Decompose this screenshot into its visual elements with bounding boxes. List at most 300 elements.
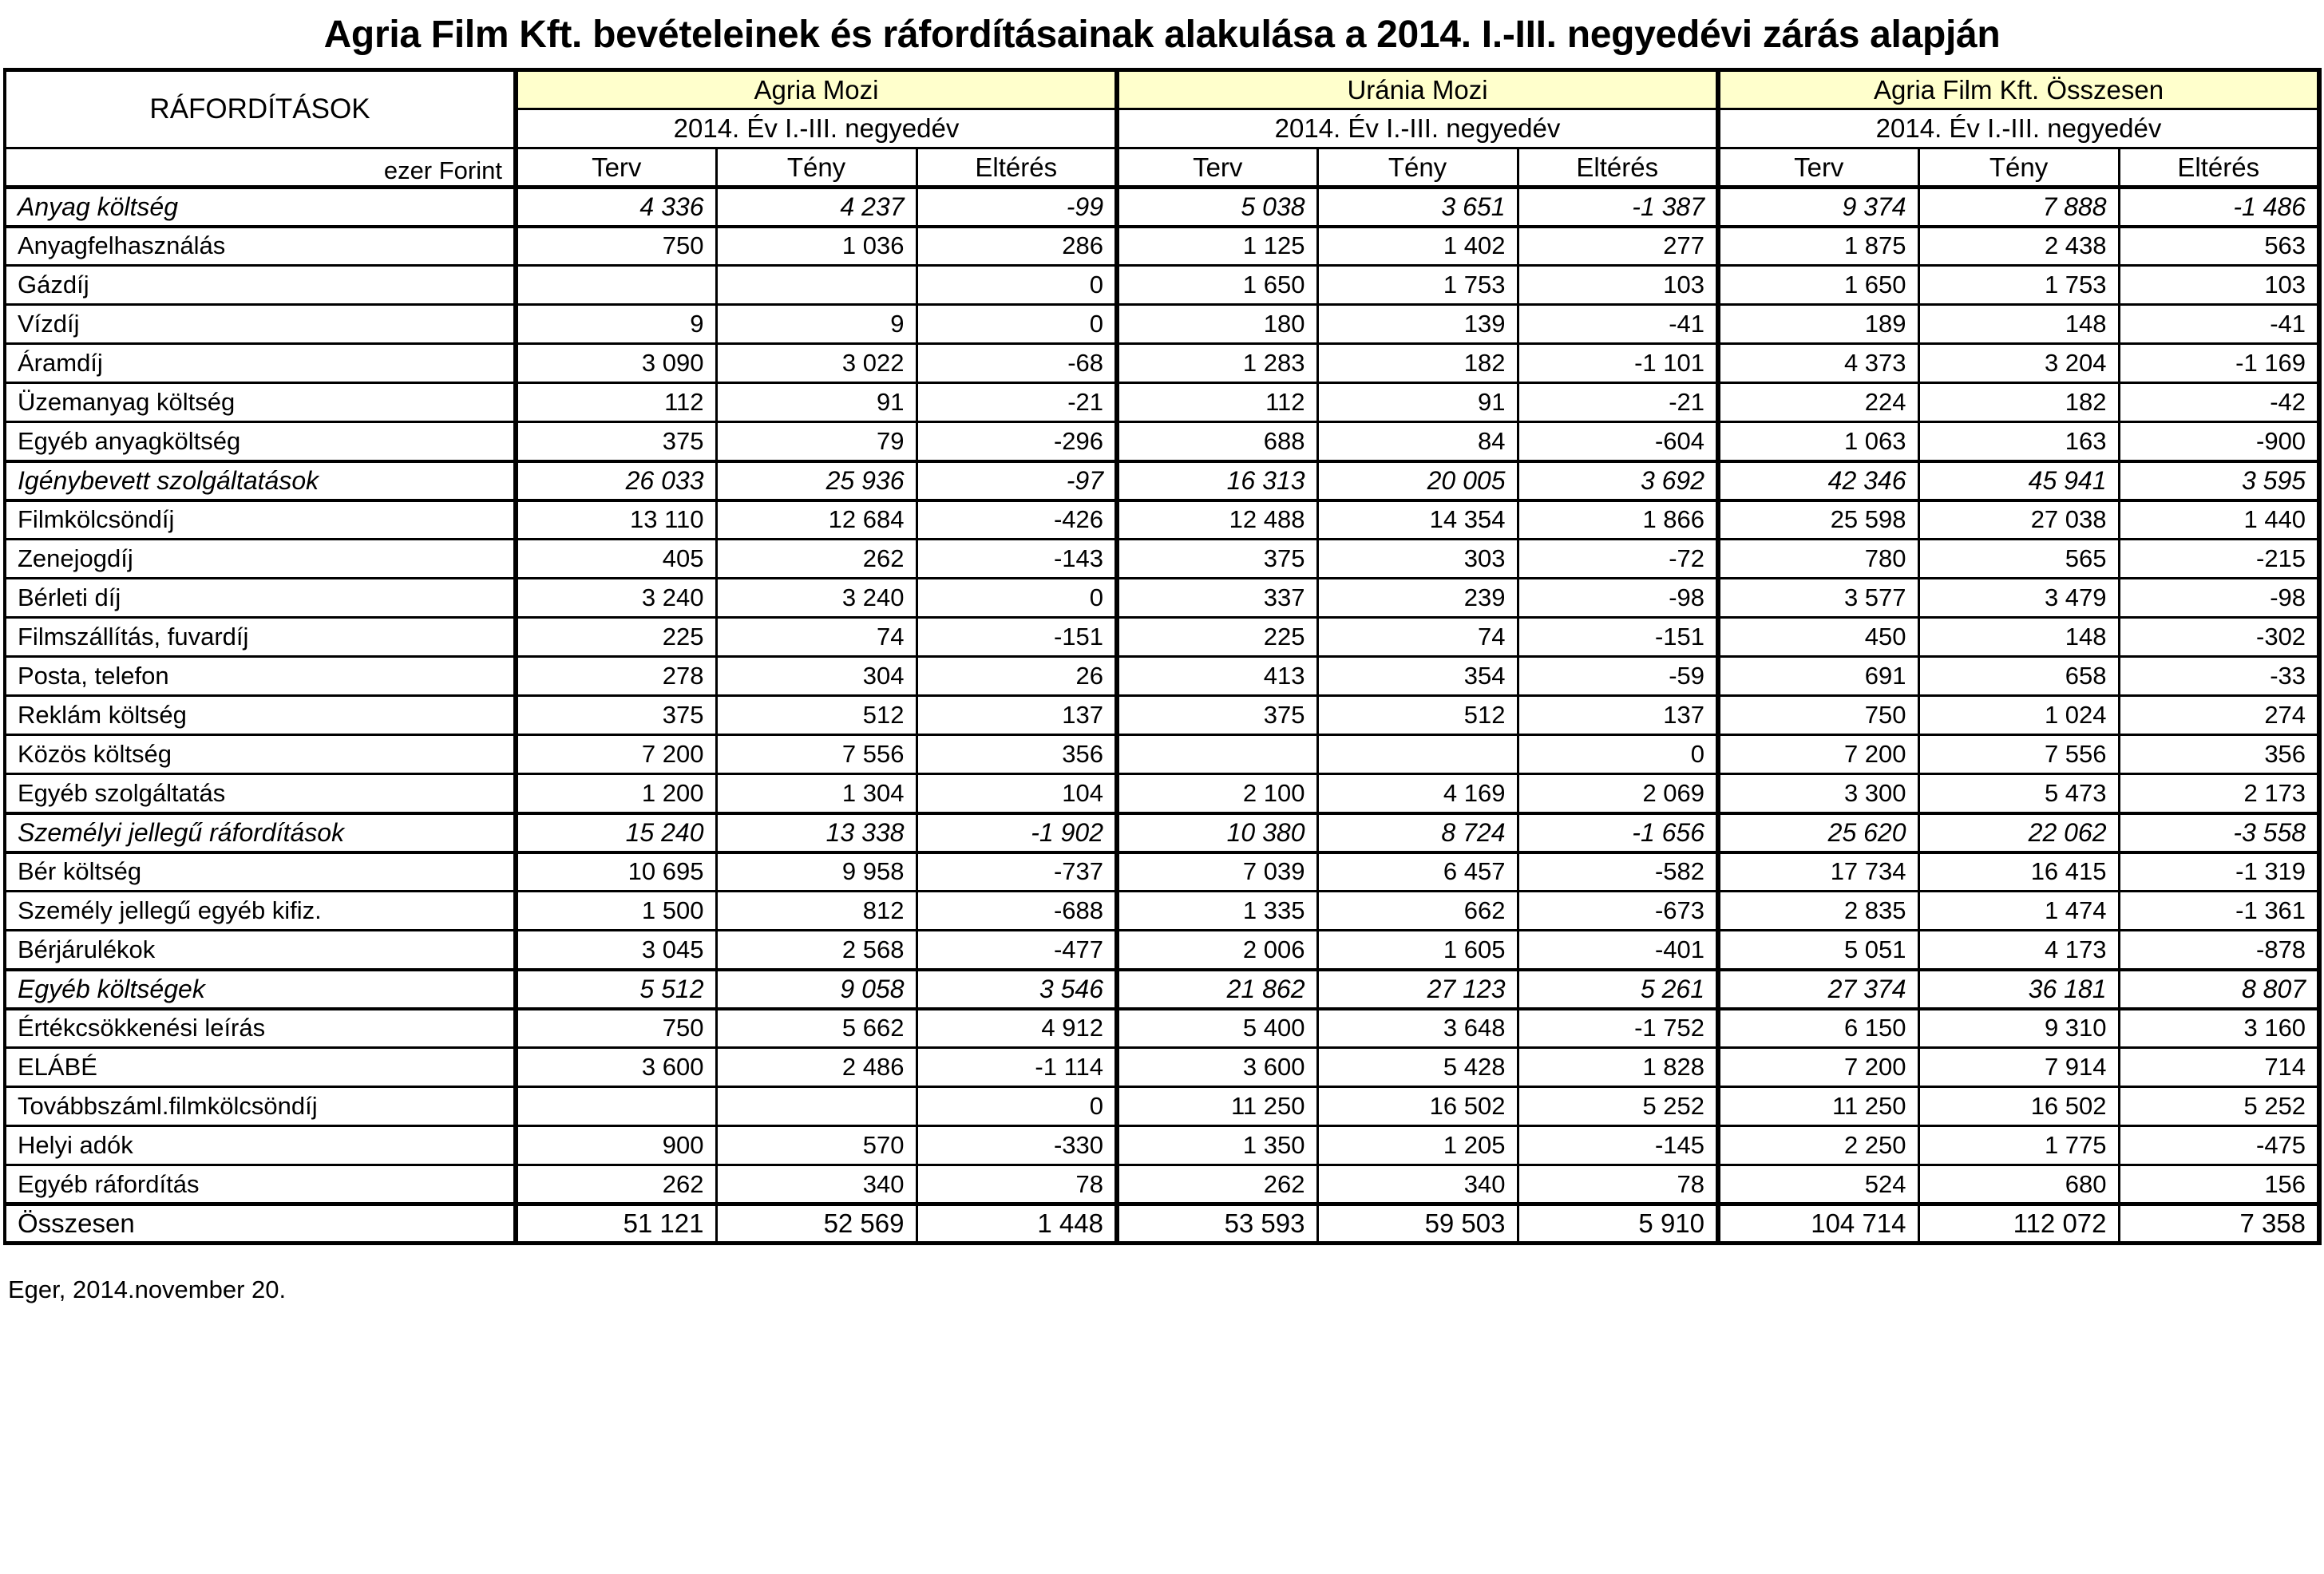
- row-value: -477: [917, 931, 1117, 970]
- row-value: 139: [1317, 305, 1518, 344]
- row-value: 20 005: [1317, 461, 1518, 500]
- row-value: -1 361: [2119, 892, 2319, 931]
- row-value: 1 866: [1518, 500, 1718, 540]
- row-value: -1 169: [2119, 344, 2319, 383]
- header-col-elteres-1: Eltérés: [917, 148, 1117, 188]
- row-value: 450: [1718, 618, 1918, 657]
- row-value: 375: [1117, 540, 1317, 579]
- table-row: [5, 1126, 2319, 1165]
- row-value: 16 313: [1117, 461, 1317, 500]
- row-value: 1 650: [1117, 266, 1317, 305]
- row-value: 27 374: [1718, 970, 1918, 1009]
- row-value: 1 440: [2119, 500, 2319, 540]
- row-value: 9 058: [716, 970, 917, 1009]
- row-value: 563: [2119, 227, 2319, 266]
- row-value: 7 556: [1918, 735, 2119, 774]
- row-value: 112 072: [1918, 1204, 2119, 1244]
- row-value: 262: [516, 1165, 716, 1204]
- table-row: [5, 344, 2319, 383]
- row-value: 104: [917, 774, 1117, 813]
- table-row: [5, 500, 2319, 540]
- row-value: 1 448: [917, 1204, 1117, 1244]
- row-value: 59 503: [1317, 1204, 1518, 1244]
- row-value: 688: [1117, 422, 1317, 461]
- row-value: 112: [1117, 383, 1317, 422]
- table-row: [5, 579, 2319, 618]
- row-value: 680: [1918, 1165, 2119, 1204]
- row-value: 11 250: [1718, 1087, 1918, 1126]
- row-value: 405: [516, 540, 716, 579]
- row-value: 1 200: [516, 774, 716, 813]
- row-value: [516, 266, 716, 305]
- row-value: 3 479: [1918, 579, 2119, 618]
- table-row: [5, 1087, 2319, 1126]
- row-value: 2 006: [1117, 931, 1317, 970]
- row-value: 5 038: [1117, 188, 1317, 227]
- table-row: [5, 305, 2319, 344]
- row-value: 5 512: [516, 970, 716, 1009]
- row-value: 74: [1317, 618, 1518, 657]
- row-value: 337: [1117, 579, 1317, 618]
- header-period-urania-mozi: 2014. Év I.-III. negyedév: [1117, 109, 1718, 148]
- row-value: -330: [917, 1126, 1117, 1165]
- row-value: 148: [1918, 618, 2119, 657]
- row-value: 375: [1117, 696, 1317, 735]
- row-value: 9 310: [1918, 1009, 2119, 1048]
- row-value: -582: [1518, 852, 1718, 892]
- row-value: 9: [716, 305, 917, 344]
- row-value: 570: [716, 1126, 917, 1165]
- row-value: 3 240: [516, 579, 716, 618]
- header-period-agria-mozi: 2014. Év I.-III. negyedév: [516, 109, 1117, 148]
- row-value: 21 862: [1117, 970, 1317, 1009]
- header-period-agria-film-osszesen: 2014. Év I.-III. negyedév: [1718, 109, 2319, 148]
- header-row-groups: [5, 70, 2319, 109]
- row-value: 691: [1718, 657, 1918, 696]
- row-value: 6 150: [1718, 1009, 1918, 1048]
- row-value: 3 160: [2119, 1009, 2319, 1048]
- row-value: 15 240: [516, 813, 716, 852]
- row-value: -688: [917, 892, 1117, 931]
- row-value: [716, 1087, 917, 1126]
- row-value: 17 734: [1718, 852, 1918, 892]
- row-value: 3 045: [516, 931, 716, 970]
- row-label: Zenejogdíj: [5, 540, 516, 579]
- row-value: 2 568: [716, 931, 917, 970]
- table-row: [5, 188, 2319, 227]
- row-value: 658: [1918, 657, 2119, 696]
- table-head: [5, 70, 2319, 188]
- table-row: [5, 266, 2319, 305]
- row-value: 2 173: [2119, 774, 2319, 813]
- row-label: Gázdíj: [5, 266, 516, 305]
- row-value: 7 200: [1718, 1048, 1918, 1087]
- row-value: 3 022: [716, 344, 917, 383]
- table-row: [5, 696, 2319, 735]
- row-value: 5 662: [716, 1009, 917, 1048]
- header-group-urania-mozi: Uránia Mozi: [1117, 70, 1718, 109]
- row-value: 36 181: [1918, 970, 2119, 1009]
- row-value: 2 486: [716, 1048, 917, 1087]
- row-value: -21: [1518, 383, 1718, 422]
- row-value: 714: [2119, 1048, 2319, 1087]
- row-value: 812: [716, 892, 917, 931]
- row-value: 16 502: [1918, 1087, 2119, 1126]
- row-value: 2 250: [1718, 1126, 1918, 1165]
- row-value: 512: [1317, 696, 1518, 735]
- row-label: Anyag költség: [5, 188, 516, 227]
- row-value: 2 100: [1117, 774, 1317, 813]
- row-value: 1 500: [516, 892, 716, 931]
- row-label: Filmkölcsöndíj: [5, 500, 516, 540]
- row-value: 26 033: [516, 461, 716, 500]
- row-value: 12 684: [716, 500, 917, 540]
- table-row: [5, 1009, 2319, 1048]
- row-label: Bérleti díj: [5, 579, 516, 618]
- row-value: 4 173: [1918, 931, 2119, 970]
- row-value: 9 374: [1718, 188, 1918, 227]
- row-value: -151: [1518, 618, 1718, 657]
- header-col-teny-1: Tény: [716, 148, 917, 188]
- row-value: -737: [917, 852, 1117, 892]
- row-label: Egyéb anyagköltség: [5, 422, 516, 461]
- row-value: 3 651: [1317, 188, 1518, 227]
- row-value: 7 200: [1718, 735, 1918, 774]
- table-row: [5, 540, 2319, 579]
- table-row: [5, 1048, 2319, 1087]
- row-value: 8 807: [2119, 970, 2319, 1009]
- table-body: [5, 188, 2319, 1244]
- row-value: 524: [1718, 1165, 1918, 1204]
- row-value: 3 577: [1718, 579, 1918, 618]
- table-row: [5, 227, 2319, 266]
- row-value: 262: [1117, 1165, 1317, 1204]
- row-value: -1 114: [917, 1048, 1117, 1087]
- row-value: -145: [1518, 1126, 1718, 1165]
- row-value: -41: [1518, 305, 1718, 344]
- table-row: [5, 618, 2319, 657]
- row-value: 3 648: [1317, 1009, 1518, 1048]
- row-value: 16 502: [1317, 1087, 1518, 1126]
- row-value: 277: [1518, 227, 1718, 266]
- row-value: 662: [1317, 892, 1518, 931]
- row-label: Vízdíj: [5, 305, 516, 344]
- row-label: Továbbszáml.filmkölcsöndíj: [5, 1087, 516, 1126]
- row-value: 1 283: [1117, 344, 1317, 383]
- row-value: 13 338: [716, 813, 917, 852]
- row-value: 5 252: [1518, 1087, 1718, 1126]
- row-value: -151: [917, 618, 1117, 657]
- row-value: [716, 266, 917, 305]
- row-value: 22 062: [1918, 813, 2119, 852]
- row-value: 340: [1317, 1165, 1518, 1204]
- row-value: 354: [1317, 657, 1518, 696]
- row-value: 356: [917, 735, 1117, 774]
- row-value: 7 556: [716, 735, 917, 774]
- header-col-elteres-2: Eltérés: [1518, 148, 1718, 188]
- table-row: [5, 422, 2319, 461]
- row-value: 25 620: [1718, 813, 1918, 852]
- row-value: 1 350: [1117, 1126, 1317, 1165]
- table-row: [5, 461, 2319, 500]
- row-value: -143: [917, 540, 1117, 579]
- row-value: 2 438: [1918, 227, 2119, 266]
- row-value: -296: [917, 422, 1117, 461]
- page-title: Agria Film Kft. bevételeinek és ráfordításainak alakulása a 2014. I.-III. negyedévi zárás alapján: [323, 14, 2001, 56]
- row-value: 5 473: [1918, 774, 2119, 813]
- row-value: 4 169: [1317, 774, 1518, 813]
- row-value: 1 024: [1918, 696, 2119, 735]
- row-label: Filmszállítás, fuvardíj: [5, 618, 516, 657]
- row-value: -878: [2119, 931, 2319, 970]
- table-row: [5, 1165, 2319, 1204]
- row-value: 3 546: [917, 970, 1117, 1009]
- table-row: [5, 735, 2319, 774]
- row-value: 356: [2119, 735, 2319, 774]
- row-value: 274: [2119, 696, 2319, 735]
- row-value: 7 200: [516, 735, 716, 774]
- header-col-terv-3: Terv: [1718, 148, 1918, 188]
- row-value: 103: [2119, 266, 2319, 305]
- row-value: -59: [1518, 657, 1718, 696]
- row-value: -604: [1518, 422, 1718, 461]
- row-value: 1 474: [1918, 892, 2119, 931]
- row-value: 1 753: [1317, 266, 1518, 305]
- row-value: 78: [1518, 1165, 1718, 1204]
- table-row: [5, 657, 2319, 696]
- row-value: 9: [516, 305, 716, 344]
- row-value: 1 125: [1117, 227, 1317, 266]
- row-value: 84: [1317, 422, 1518, 461]
- table-row: [5, 970, 2319, 1009]
- row-label: Egyéb ráfordítás: [5, 1165, 516, 1204]
- row-value: 91: [716, 383, 917, 422]
- row-value: 900: [516, 1126, 716, 1165]
- row-value: -33: [2119, 657, 2319, 696]
- row-value: 16 415: [1918, 852, 2119, 892]
- header-col-terv-1: Terv: [516, 148, 716, 188]
- row-value: 780: [1718, 540, 1918, 579]
- row-value: 7 914: [1918, 1048, 2119, 1087]
- row-value: 9 958: [716, 852, 917, 892]
- header-col-teny-2: Tény: [1317, 148, 1518, 188]
- row-value: 225: [1117, 618, 1317, 657]
- table-row: [5, 383, 2319, 422]
- row-value: 750: [516, 1009, 716, 1048]
- row-value: 12 488: [1117, 500, 1317, 540]
- row-value: 5 400: [1117, 1009, 1317, 1048]
- row-value: 103: [1518, 266, 1718, 305]
- row-value: 239: [1317, 579, 1518, 618]
- row-value: 340: [716, 1165, 917, 1204]
- row-value: 14 354: [1317, 500, 1518, 540]
- row-value: 1 605: [1317, 931, 1518, 970]
- header-unit: ezer Forint: [5, 148, 516, 188]
- row-value: 2 069: [1518, 774, 1718, 813]
- row-value: 13 110: [516, 500, 716, 540]
- row-value: 7 888: [1918, 188, 2119, 227]
- row-value: 413: [1117, 657, 1317, 696]
- row-label: Személyi jellegű ráfordítások: [5, 813, 516, 852]
- row-value: -1 101: [1518, 344, 1718, 383]
- row-value: 45 941: [1918, 461, 2119, 500]
- row-value: 512: [716, 696, 917, 735]
- row-value: 74: [716, 618, 917, 657]
- header-col-elteres-3: Eltérés: [2119, 148, 2319, 188]
- row-value: 27 038: [1918, 500, 2119, 540]
- row-value: 182: [1317, 344, 1518, 383]
- row-value: -68: [917, 344, 1117, 383]
- table-row: [5, 892, 2319, 931]
- row-value: -72: [1518, 540, 1718, 579]
- row-value: 3 204: [1918, 344, 2119, 383]
- row-value: 4 237: [716, 188, 917, 227]
- row-value: 1 335: [1117, 892, 1317, 931]
- row-value: 2 835: [1718, 892, 1918, 931]
- row-value: -426: [917, 500, 1117, 540]
- row-value: 262: [716, 540, 917, 579]
- row-value: 11 250: [1117, 1087, 1317, 1126]
- row-value: 78: [917, 1165, 1117, 1204]
- row-value: 52 569: [716, 1204, 917, 1244]
- row-label: Bér költség: [5, 852, 516, 892]
- row-value: -1 387: [1518, 188, 1718, 227]
- row-value: 104 714: [1718, 1204, 1918, 1244]
- row-value: 182: [1918, 383, 2119, 422]
- row-label: Közös költség: [5, 735, 516, 774]
- row-value: 42 346: [1718, 461, 1918, 500]
- row-value: 3 090: [516, 344, 716, 383]
- row-value: 4 912: [917, 1009, 1117, 1048]
- row-value: 0: [917, 1087, 1117, 1126]
- row-value: 0: [917, 305, 1117, 344]
- row-label: Anyagfelhasználás: [5, 227, 516, 266]
- row-value: -99: [917, 188, 1117, 227]
- row-value: 1 875: [1718, 227, 1918, 266]
- row-value: 51 121: [516, 1204, 716, 1244]
- row-value: 6 457: [1317, 852, 1518, 892]
- row-value: -1 902: [917, 813, 1117, 852]
- row-value: [1317, 735, 1518, 774]
- row-value: 3 300: [1718, 774, 1918, 813]
- row-value: 25 936: [716, 461, 917, 500]
- row-value: 1 402: [1317, 227, 1518, 266]
- row-value: -98: [2119, 579, 2319, 618]
- row-value: -1 656: [1518, 813, 1718, 852]
- row-value: 303: [1317, 540, 1518, 579]
- row-value: -1 486: [2119, 188, 2319, 227]
- row-value: -1 752: [1518, 1009, 1718, 1048]
- row-value: 224: [1718, 383, 1918, 422]
- row-value: 0: [917, 579, 1117, 618]
- row-label: Helyi adók: [5, 1126, 516, 1165]
- header-row-columns: [5, 148, 2319, 188]
- row-value: 163: [1918, 422, 2119, 461]
- row-value: 5 261: [1518, 970, 1718, 1009]
- row-value: 189: [1718, 305, 1918, 344]
- row-value: -21: [917, 383, 1117, 422]
- row-value: 225: [516, 618, 716, 657]
- header-col-terv-2: Terv: [1117, 148, 1317, 188]
- table-row: [5, 931, 2319, 970]
- expenses-table: [3, 68, 2322, 1245]
- row-value: -475: [2119, 1126, 2319, 1165]
- row-value: 0: [1518, 735, 1718, 774]
- row-label: Egyéb költségek: [5, 970, 516, 1009]
- row-value: 1 205: [1317, 1126, 1518, 1165]
- row-value: 750: [516, 227, 716, 266]
- row-value: 112: [516, 383, 716, 422]
- row-value: 7 039: [1117, 852, 1317, 892]
- row-value: 1 063: [1718, 422, 1918, 461]
- row-value: -42: [2119, 383, 2319, 422]
- row-label: Összesen: [5, 1204, 516, 1244]
- row-value: 156: [2119, 1165, 2319, 1204]
- row-value: 5 428: [1317, 1048, 1518, 1087]
- row-value: 1 036: [716, 227, 917, 266]
- row-value: [1117, 735, 1317, 774]
- row-value: 304: [716, 657, 917, 696]
- row-label: Áramdíj: [5, 344, 516, 383]
- row-value: 10 695: [516, 852, 716, 892]
- row-value: 7 358: [2119, 1204, 2319, 1244]
- row-value: 3 240: [716, 579, 917, 618]
- row-value: 5 252: [2119, 1087, 2319, 1126]
- row-value: 26: [917, 657, 1117, 696]
- row-value: [516, 1087, 716, 1126]
- row-value: 25 598: [1718, 500, 1918, 540]
- row-value: 5 910: [1518, 1204, 1718, 1244]
- row-label: Igénybevett szolgáltatások: [5, 461, 516, 500]
- row-value: -3 558: [2119, 813, 2319, 852]
- header-group-agria-film-osszesen: Agria Film Kft. Összesen: [1718, 70, 2319, 109]
- table-row: [5, 774, 2319, 813]
- row-value: -98: [1518, 579, 1718, 618]
- header-group-agria-mozi: Agria Mozi: [516, 70, 1117, 109]
- row-value: -215: [2119, 540, 2319, 579]
- row-value: 750: [1718, 696, 1918, 735]
- table-row: [5, 813, 2319, 852]
- row-label: Személy jellegű egyéb kifiz.: [5, 892, 516, 931]
- row-value: 5 051: [1718, 931, 1918, 970]
- row-value: 1 304: [716, 774, 917, 813]
- row-value: 375: [516, 422, 716, 461]
- row-value: -97: [917, 461, 1117, 500]
- row-value: 3 600: [516, 1048, 716, 1087]
- row-label: Bérjárulékok: [5, 931, 516, 970]
- row-value: 278: [516, 657, 716, 696]
- row-value: 53 593: [1117, 1204, 1317, 1244]
- row-value: 79: [716, 422, 917, 461]
- row-value: 4 373: [1718, 344, 1918, 383]
- row-value: 286: [917, 227, 1117, 266]
- row-value: 3 600: [1117, 1048, 1317, 1087]
- row-value: -41: [2119, 305, 2319, 344]
- row-value: -900: [2119, 422, 2319, 461]
- row-label: ELÁBÉ: [5, 1048, 516, 1087]
- row-label: Egyéb szolgáltatás: [5, 774, 516, 813]
- row-value: 0: [917, 266, 1117, 305]
- row-value: 27 123: [1317, 970, 1518, 1009]
- row-value: 3 692: [1518, 461, 1718, 500]
- row-value: 137: [1518, 696, 1718, 735]
- row-value: 1 753: [1918, 266, 2119, 305]
- header-row-label: RÁFORDÍTÁSOK: [5, 70, 516, 148]
- table-row: [5, 852, 2319, 892]
- row-value: 1 650: [1718, 266, 1918, 305]
- row-value: 91: [1317, 383, 1518, 422]
- row-value: 1 828: [1518, 1048, 1718, 1087]
